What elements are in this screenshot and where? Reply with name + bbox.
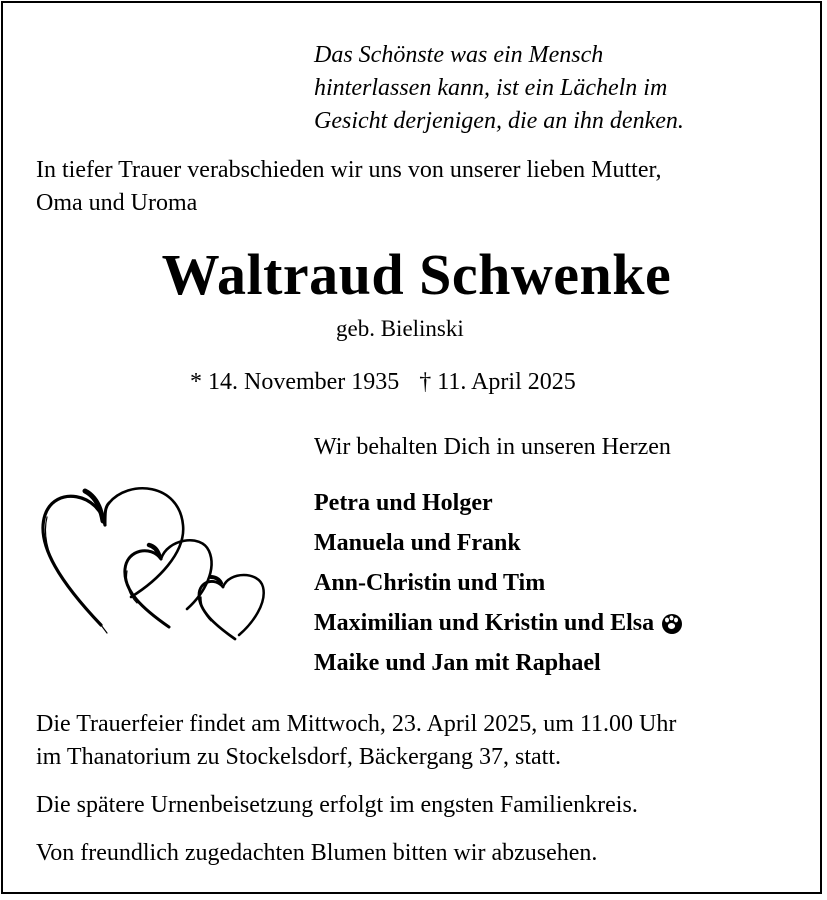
mourner-entry: Maike und Jan mit Raphael [314, 650, 601, 676]
quote-line: Das Schönste was ein Mensch [314, 42, 604, 68]
memorial-motto: Wir behalten Dich in unseren Herzen [314, 434, 671, 460]
quote-line: hinterlassen kann, ist ein Lächeln im [314, 75, 668, 101]
memorial-quote [314, 39, 794, 138]
urn-burial-note: Die spätere Urnenbeisetzung erfolgt im engsten Familienkreis. [36, 792, 638, 818]
paw-print-icon [660, 612, 684, 634]
mourner-entry-with-paw [314, 605, 684, 645]
birth-date: * 14. November 1935 [190, 369, 400, 395]
intro-line: In tiefer Trauer verabschieden wir uns von unserer lieben Mutter, [36, 157, 662, 183]
funeral-line: Die Trauerfeier findet am Mittwoch, 23. April 2025, um 11.00 Uhr [36, 711, 677, 737]
funeral-line: im Thanatorium zu Stockelsdorf, Bäckergang 37, statt. [36, 744, 561, 770]
three-hearts-drawing-icon [33, 473, 273, 663]
intro-line: Oma und Uroma [36, 190, 198, 216]
intro-text [36, 154, 806, 220]
obituary-frame [1, 1, 822, 894]
maiden-name: geb. Bielinski [336, 316, 464, 341]
flowers-note: Von freundlich zugedachten Blumen bitten wir abzusehen. [36, 840, 598, 866]
mourner-entry: Maximilian und Kristin und Elsa [314, 610, 655, 636]
deceased-name: Waltraud Schwenke [161, 242, 672, 307]
mourner-entry: Manuela und Frank [314, 530, 521, 556]
death-date: † 11. April 2025 [419, 369, 576, 395]
funeral-info [36, 708, 676, 774]
life-dates [190, 366, 576, 398]
quote-line: Gesicht derjenigen, die an ihn denken. [314, 108, 684, 134]
mourner-entry: Ann-Christin und Tim [314, 570, 546, 596]
mourner-entry: Petra und Holger [314, 490, 493, 516]
mourners-list [314, 485, 684, 685]
